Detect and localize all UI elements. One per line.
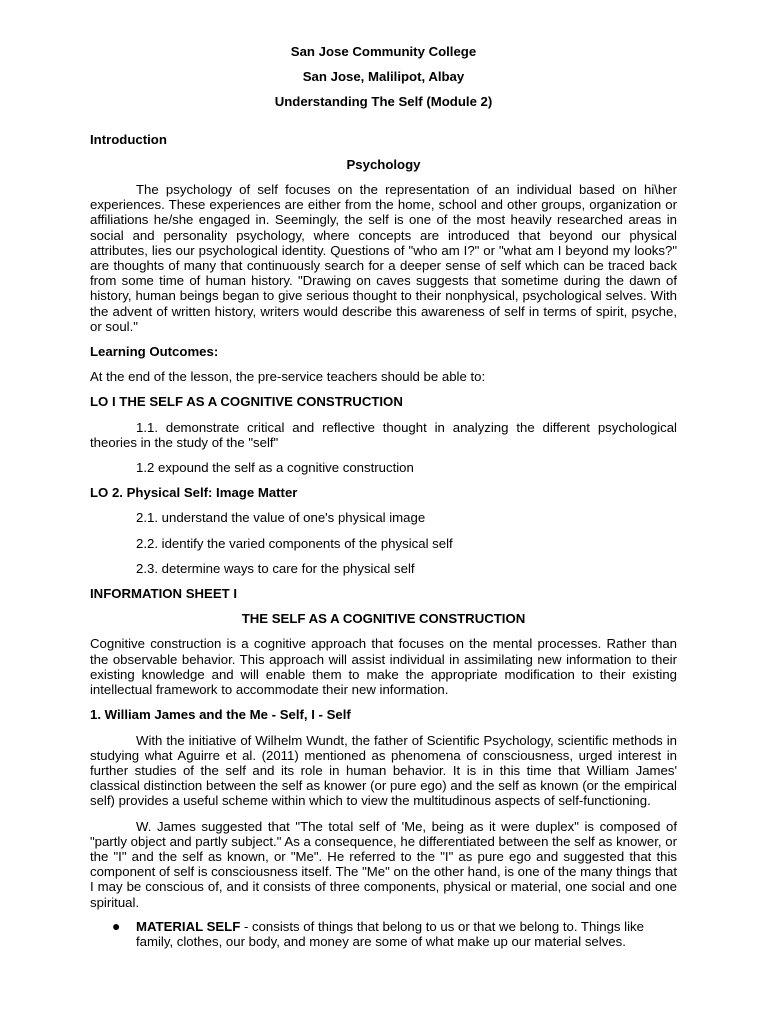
lo2-item: 2.3. determine ways to care for the physical self bbox=[136, 560, 415, 576]
document-body bbox=[90, 44, 677, 949]
bullet-text bbox=[136, 919, 677, 949]
lo1-item: 1.1. demonstrate critical and reflective thought in analyzing the different psychological theories in the study of the "self" bbox=[90, 419, 677, 450]
james-heading: 1. William James and the Me - Self, I - Self bbox=[90, 707, 351, 723]
lo2-heading: LO 2. Physical Self: Image Matter bbox=[90, 485, 298, 501]
material-self-bullet bbox=[112, 919, 677, 949]
bullet-term: MATERIAL SELF bbox=[136, 918, 241, 934]
bullet-description: - consists of things that belong to us or that we belong to. Things like family, clothes, our body, and money are some of what make up our material selves. bbox=[136, 918, 644, 949]
info-sheet-title: THE SELF AS A COGNITIVE CONSTRUCTION bbox=[241, 611, 526, 627]
intro-subheading: Psychology bbox=[346, 156, 421, 172]
intro-paragraph: The psychology of self focuses on the representation of an individual based on hi\her experiences. These experiences are either from the home, school and other groups, organization or affiliations he/she engaged in. Seemingly, the self is one of the most heavily researched areas in social and personality psychology, where concepts are introduced that beyond our physical attributes, lies our psychological identity. Questions of "who am I?" or "what am I beyond my looks?" are thoughts of many that continuously search for a deeper sense of self which can be traced back from some time of human history. "Drawing on caves suggests that sometime during the dawn of history, human beings began to give serious thought to their nonphysical, psychological selves. With the advent of written history, writers would describe this awareness of self in terms of spirit, psyche, or soul." bbox=[90, 182, 677, 334]
lo2-item: 2.2. identify the varied components of the physical self bbox=[136, 535, 453, 551]
college-address: San Jose, Malilipot, Albay bbox=[302, 69, 465, 85]
james-paragraph-2: W. James suggested that "The total self of 'Me, being as it were duplex" is composed of "partly object and partly subject." As a consequence, he differentiated between the self as knower, or the "I" and the self as known, or "Me". He referred to the "I" as pure ego and suggested that this component of self is consciousness itself. The "Me" on the other hand, is one of the many things that I may be conscious of, and it consists of three components, physical or material, one social and one spiritual. bbox=[90, 818, 677, 910]
lo2-item: 2.1. understand the value of one's physical image bbox=[136, 510, 426, 526]
info-sheet-heading: INFORMATION SHEET I bbox=[90, 586, 238, 602]
college-name: San Jose Community College bbox=[290, 44, 477, 59]
bullet-icon: ● bbox=[112, 917, 121, 934]
lo1-item: 1.2 expound the self as a cognitive construction bbox=[136, 460, 414, 476]
intro-heading: Introduction bbox=[90, 131, 167, 147]
info-paragraph: Cognitive construction is a cognitive approach that focuses on the mental processes. Rather than the observable behavior. This approach will assist individual in assimilating new information to their existing knowledge and will enable them to make the appropriate modification to their existing intellectual framework to accommodate their new information. bbox=[90, 636, 677, 698]
outcomes-heading: Learning Outcomes: bbox=[90, 344, 219, 360]
outcomes-lead: At the end of the lesson, the pre-service teachers should be able to: bbox=[90, 369, 486, 385]
james-paragraph-1: With the initiative of Wilhelm Wundt, the father of Scientific Psychology, scientific methods in studying what Aguirre et al. (2011) mentioned as phenomena of consciousness, urged interest in further studies of the self and its role in human behavior. It is in this time that William James' classical distinction between the self as knower (or pure ego) and the self as known (or the empirical self) provides a useful scheme within which to view the multitudinous aspects of self-functioning. bbox=[90, 732, 677, 809]
module-title: Understanding The Self (Module 2) bbox=[274, 94, 493, 110]
lo1-heading: LO I THE SELF AS A COGNITIVE CONSTRUCTION bbox=[90, 394, 403, 410]
